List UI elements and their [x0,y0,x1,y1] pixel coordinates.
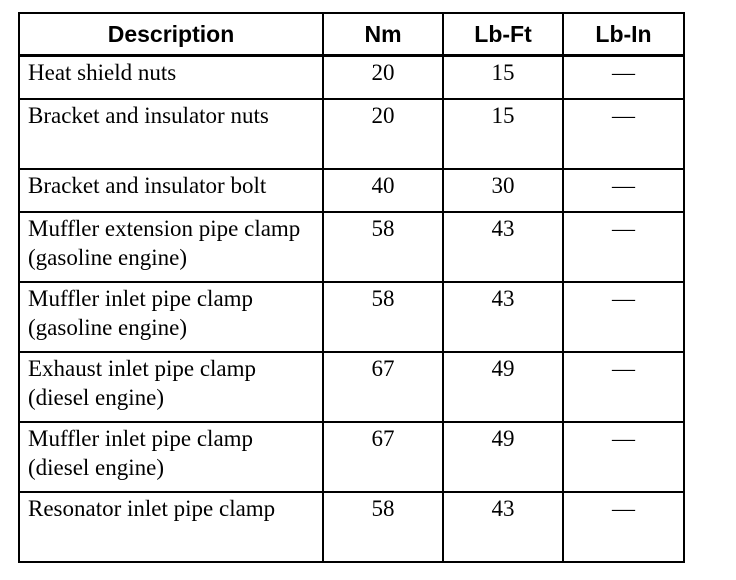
header-nm: Nm [323,13,443,56]
cell-lb-in: — [563,282,684,352]
cell-lb-in: — [563,212,684,282]
cell-lb-ft: 30 [443,169,563,212]
cell-lb-ft: 43 [443,282,563,352]
cell-lb-ft: 49 [443,352,563,422]
cell-nm: 58 [323,212,443,282]
table-row [19,169,684,212]
cell-description: Muffler inlet pipe clamp (gasoline engine) [19,282,323,352]
cell-lb-in: — [563,422,684,492]
cell-description: Heat shield nuts [19,56,323,100]
cell-description: Bracket and insulator nuts [19,99,323,169]
table-row [19,99,684,169]
table-row [19,352,684,422]
table-row [19,282,684,352]
torque-spec-table-container [18,12,683,563]
cell-description: Muffler extension pipe clamp (gasoline engine) [19,212,323,282]
cell-nm: 58 [323,492,443,562]
table-row [19,212,684,282]
cell-description: Resonator inlet pipe clamp [19,492,323,562]
cell-nm: 20 [323,56,443,100]
header-lb-in: Lb-In [563,13,684,56]
header-description: Description [19,13,323,56]
cell-lb-ft: 43 [443,492,563,562]
table-header-row [19,13,684,56]
cell-description: Bracket and insulator bolt [19,169,323,212]
header-lb-ft: Lb-Ft [443,13,563,56]
cell-nm: 20 [323,99,443,169]
cell-description: Exhaust inlet pipe clamp (diesel engine) [19,352,323,422]
cell-lb-ft: 49 [443,422,563,492]
cell-nm: 67 [323,422,443,492]
cell-lb-in: — [563,169,684,212]
cell-nm: 58 [323,282,443,352]
cell-nm: 67 [323,352,443,422]
cell-lb-in: — [563,352,684,422]
cell-lb-in: — [563,99,684,169]
cell-lb-ft: 15 [443,99,563,169]
cell-nm: 40 [323,169,443,212]
torque-spec-table [18,12,685,563]
table-row [19,422,684,492]
table-row [19,56,684,100]
cell-lb-ft: 43 [443,212,563,282]
cell-lb-in: — [563,492,684,562]
cell-lb-ft: 15 [443,56,563,100]
table-row [19,492,684,562]
cell-description: Muffler inlet pipe clamp (diesel engine) [19,422,323,492]
cell-lb-in: — [563,56,684,100]
